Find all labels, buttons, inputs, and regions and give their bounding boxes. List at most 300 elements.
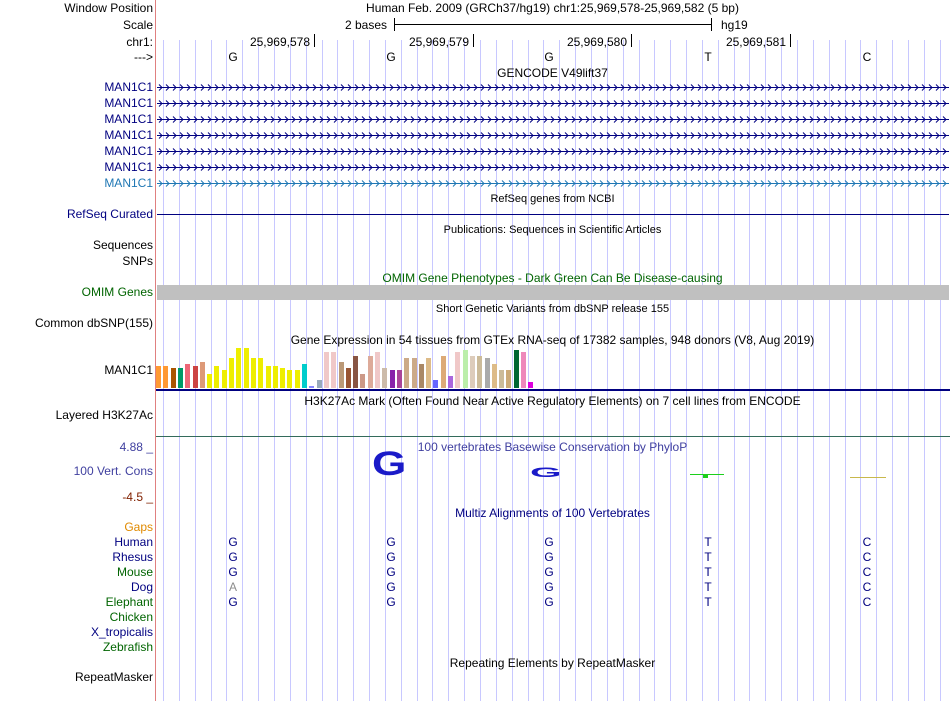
omim-gene-bar[interactable]	[157, 285, 949, 300]
strand-arrow	[355, 117, 358, 123]
strand-arrow	[565, 181, 568, 187]
strand-arrow	[201, 101, 204, 107]
strand-arrow	[173, 117, 176, 123]
strand-arrow	[201, 149, 204, 155]
strand-arrow	[691, 181, 694, 187]
strand-arrow	[460, 85, 463, 91]
strand-arrow	[565, 101, 568, 107]
strand-arrow	[670, 101, 673, 107]
strand-arrow	[537, 101, 540, 107]
gencode-transcript-label[interactable]: MAN1C1	[104, 128, 153, 142]
alignment-base: T	[704, 580, 712, 594]
species-label[interactable]: Zebrafish	[102, 640, 153, 654]
gtex-tissue-bar[interactable]	[419, 364, 424, 388]
strand-arrow	[705, 101, 708, 107]
strand-arrow	[817, 85, 820, 91]
strand-arrow	[376, 85, 379, 91]
strand-arrow	[845, 133, 848, 139]
strand-arrow	[719, 85, 722, 91]
strand-arrow	[418, 181, 421, 187]
gtex-tissue-bar[interactable]	[368, 356, 373, 388]
gtex-tissue-bar[interactable]	[390, 370, 395, 388]
conservation-track-label[interactable]: 100 Vert. Cons	[73, 464, 153, 478]
strand-arrow	[810, 165, 813, 171]
gtex-tissue-bar[interactable]	[485, 358, 490, 388]
strand-arrow	[572, 133, 575, 139]
gaps-track-label[interactable]: Gaps	[124, 520, 153, 534]
strand-arrow	[523, 165, 526, 171]
gtex-tissue-bar[interactable]	[185, 364, 190, 388]
gtex-tissue-bar[interactable]	[375, 352, 380, 388]
strand-arrow	[649, 117, 652, 123]
strand-arrow	[628, 117, 631, 123]
strand-arrow	[208, 117, 211, 123]
snps-track-label[interactable]: SNPs	[122, 254, 153, 268]
strand-arrow	[327, 181, 330, 187]
strand-arrow	[579, 165, 582, 171]
strand-arrow	[243, 85, 246, 91]
strand-arrow	[509, 149, 512, 155]
strand-arrow	[852, 149, 855, 155]
strand-arrow	[551, 117, 554, 123]
strand-arrow	[929, 149, 932, 155]
strand-arrow	[397, 149, 400, 155]
strand-arrow	[292, 117, 295, 123]
strand-arrows	[157, 100, 949, 107]
gtex-tissue-bar[interactable]	[229, 358, 234, 388]
strand-arrow	[299, 133, 302, 139]
gtex-tissue-bar[interactable]	[309, 386, 314, 388]
strand-arrow	[901, 101, 904, 107]
scale-bar	[394, 18, 712, 30]
strand-arrow	[341, 117, 344, 123]
gtex-tissue-bar[interactable]	[463, 350, 468, 388]
gtex-tissue-bar[interactable]	[441, 356, 446, 388]
strand-arrow	[838, 85, 841, 91]
strand-arrow	[754, 181, 757, 187]
strand-arrow	[383, 165, 386, 171]
strand-arrow	[873, 85, 876, 91]
sequences-track-label[interactable]: Sequences	[92, 238, 153, 252]
strand-arrow	[278, 85, 281, 91]
species-label[interactable]: Dog	[130, 580, 153, 594]
strand-arrow	[159, 85, 162, 91]
strand-arrow	[859, 149, 862, 155]
strand-arrow	[453, 101, 456, 107]
gtex-tissue-bar[interactable]	[280, 368, 285, 388]
strand-arrow	[691, 133, 694, 139]
strand-arrow	[614, 181, 617, 187]
strand-arrow	[698, 181, 701, 187]
strand-arrow	[285, 101, 288, 107]
strand-arrow	[439, 133, 442, 139]
strand-arrow	[586, 181, 589, 187]
strand-arrow	[369, 85, 372, 91]
strand-arrow	[208, 181, 211, 187]
strand-arrow	[614, 85, 617, 91]
gtex-tissue-bar[interactable]	[251, 358, 256, 388]
strand-arrow	[229, 149, 232, 155]
gtex-tissue-bar[interactable]	[477, 356, 482, 388]
gtex-tissue-bar[interactable]	[324, 352, 329, 388]
strand-arrows	[157, 164, 949, 171]
strand-arrow	[271, 117, 274, 123]
strand-arrow	[306, 133, 309, 139]
strand-arrow	[880, 133, 883, 139]
strand-arrow	[383, 133, 386, 139]
strand-arrow	[789, 181, 792, 187]
strand-arrow	[880, 181, 883, 187]
strand-arrow	[369, 149, 372, 155]
refseq-track-label[interactable]: RefSeq Curated	[66, 207, 153, 221]
strand-arrow	[222, 133, 225, 139]
strand-arrow	[292, 149, 295, 155]
strand-arrow	[845, 181, 848, 187]
gtex-tissue-bar[interactable]	[193, 366, 198, 388]
strand-arrow	[278, 101, 281, 107]
gencode-transcript-label[interactable]: MAN1C1	[104, 96, 153, 110]
strand-arrow	[929, 85, 932, 91]
strand-arrow	[306, 117, 309, 123]
coordinate-tick	[631, 34, 632, 47]
gtex-tissue-bar[interactable]	[236, 348, 241, 388]
strand-arrow	[754, 133, 757, 139]
gtex-tissue-bar[interactable]	[178, 368, 183, 388]
strand-arrow	[495, 117, 498, 123]
species-label[interactable]: Mouse	[116, 565, 153, 579]
strand-arrow	[887, 101, 890, 107]
strand-arrow	[761, 133, 764, 139]
gtex-tissue-bar[interactable]	[200, 362, 205, 388]
strand-arrow	[453, 149, 456, 155]
strand-arrow	[327, 85, 330, 91]
refseq-gene-line[interactable]	[157, 214, 949, 215]
strand-arrow	[187, 117, 190, 123]
gtex-tissue-bar[interactable]	[339, 362, 344, 388]
strand-arrow	[376, 181, 379, 187]
strand-arrow	[586, 101, 589, 107]
strand-arrow	[488, 165, 491, 171]
dbsnp-track-label[interactable]: Common dbSNP(155)	[34, 316, 153, 330]
strand-arrow	[362, 85, 365, 91]
strand-arrow	[222, 165, 225, 171]
strand-arrow	[264, 117, 267, 123]
strand-arrow	[684, 85, 687, 91]
strand-arrow	[831, 133, 834, 139]
strand-arrow	[306, 181, 309, 187]
strand-arrow	[593, 117, 596, 123]
h3k27ac-track-label[interactable]: Layered H3K27Ac	[55, 408, 153, 422]
strand-arrow	[880, 85, 883, 91]
strand-arrow	[922, 117, 925, 123]
strand-arrow	[159, 165, 162, 171]
strand-arrow	[348, 117, 351, 123]
strand-arrow	[817, 101, 820, 107]
strand-arrow	[915, 165, 918, 171]
gtex-tissue-bar[interactable]	[207, 374, 212, 388]
gtex-tissue-bar[interactable]	[214, 366, 219, 388]
gencode-transcript-label[interactable]: MAN1C1	[104, 176, 153, 190]
gtex-tissue-bar[interactable]	[163, 366, 168, 388]
gtex-tissue-bar[interactable]	[470, 356, 475, 388]
strand-arrow	[663, 101, 666, 107]
alignment-base: G	[386, 550, 396, 564]
gtex-tissue-bar[interactable]	[404, 358, 409, 388]
strand-arrow	[173, 181, 176, 187]
strand-arrow	[502, 165, 505, 171]
strand-arrow	[740, 101, 743, 107]
strand-arrow	[915, 149, 918, 155]
conservation-min-label: -4.5 _	[122, 490, 153, 504]
gtex-tissue-bar[interactable]	[397, 370, 402, 388]
strand-arrow	[572, 165, 575, 171]
strand-arrow	[334, 101, 337, 107]
strand-label: --->	[134, 50, 153, 64]
strand-arrow	[670, 85, 673, 91]
strand-arrow	[726, 117, 729, 123]
gtex-tissue-bar[interactable]	[528, 382, 533, 388]
gtex-tissue-bar[interactable]	[171, 368, 176, 388]
gtex-tissue-bar[interactable]	[506, 370, 511, 388]
strand-arrow	[775, 149, 778, 155]
species-label[interactable]: X_tropicalis	[90, 625, 153, 639]
gencode-transcript[interactable]	[157, 119, 949, 120]
strand-arrow	[803, 101, 806, 107]
gtex-tissue-bar[interactable]	[514, 350, 519, 388]
strand-arrow	[943, 165, 946, 171]
strand-arrow	[425, 133, 428, 139]
strand-arrow	[292, 85, 295, 91]
strand-arrow	[803, 85, 806, 91]
strand-arrow	[852, 165, 855, 171]
strand-arrow	[537, 181, 540, 187]
omim-track-label[interactable]: OMIM Genes	[81, 285, 153, 299]
gtex-tissue-bar[interactable]	[492, 364, 497, 388]
strand-arrow	[271, 85, 274, 91]
strand-arrow	[614, 133, 617, 139]
strand-arrow	[299, 101, 302, 107]
strand-arrow	[740, 85, 743, 91]
strand-arrow	[831, 149, 834, 155]
strand-arrow	[705, 181, 708, 187]
strand-arrow	[901, 181, 904, 187]
gencode-transcript[interactable]	[157, 103, 949, 104]
strand-arrow	[236, 165, 239, 171]
strand-arrow	[481, 181, 484, 187]
strand-arrow	[656, 165, 659, 171]
species-label[interactable]: Chicken	[109, 610, 153, 624]
strand-arrow	[229, 181, 232, 187]
strand-arrow	[502, 181, 505, 187]
strand-arrow	[943, 133, 946, 139]
gtex-tissue-bar[interactable]	[266, 366, 271, 388]
strand-arrow	[740, 181, 743, 187]
strand-arrow	[397, 133, 400, 139]
gtex-tissue-bar[interactable]	[455, 352, 460, 388]
gtex-tissue-bar[interactable]	[433, 380, 438, 388]
strand-arrow	[446, 85, 449, 91]
strand-arrow	[894, 85, 897, 91]
strand-arrow	[740, 133, 743, 139]
strand-arrow	[208, 133, 211, 139]
strand-arrow	[775, 101, 778, 107]
gencode-transcript[interactable]	[157, 167, 949, 168]
strand-arrow	[922, 149, 925, 155]
species-label[interactable]: Human	[114, 535, 153, 549]
gtex-tissue-bar[interactable]	[156, 366, 161, 388]
gencode-transcript-label[interactable]: MAN1C1	[104, 144, 153, 158]
strand-arrow	[278, 133, 281, 139]
strand-arrow	[341, 181, 344, 187]
strand-arrow	[523, 181, 526, 187]
species-label[interactable]: Elephant	[105, 595, 153, 609]
strand-arrow	[474, 149, 477, 155]
gencode-transcript-label[interactable]: MAN1C1	[104, 112, 153, 126]
strand-arrow	[656, 85, 659, 91]
strand-arrow	[901, 117, 904, 123]
gtex-expression-chart[interactable]	[156, 347, 950, 388]
gtex-tissue-bar[interactable]	[346, 368, 351, 388]
reference-base: G	[544, 50, 554, 64]
gtex-tissue-bar[interactable]	[302, 364, 307, 388]
strand-arrow	[509, 117, 512, 123]
dbsnp-track-title: Short Genetic Variants from dbSNP release 155	[435, 303, 670, 315]
strand-arrow	[432, 181, 435, 187]
strand-arrow	[215, 149, 218, 155]
gtex-tissue-bar[interactable]	[331, 352, 336, 388]
strand-arrow	[810, 101, 813, 107]
strand-arrow	[607, 101, 610, 107]
strand-arrow	[348, 165, 351, 171]
strand-arrow	[250, 101, 253, 107]
strand-arrow	[348, 85, 351, 91]
strand-arrow	[586, 165, 589, 171]
gencode-transcript[interactable]	[157, 87, 949, 88]
strand-arrow	[229, 85, 232, 91]
gtex-tissue-bar[interactable]	[258, 358, 263, 388]
strand-arrow	[670, 133, 673, 139]
strand-arrow	[509, 101, 512, 107]
strand-arrow	[852, 85, 855, 91]
strand-arrow	[516, 181, 519, 187]
strand-arrow	[194, 117, 197, 123]
strand-arrow	[194, 181, 197, 187]
strand-arrow	[418, 117, 421, 123]
strand-arrow	[656, 117, 659, 123]
gtex-tissue-bar[interactable]	[448, 376, 453, 388]
strand-arrow	[404, 165, 407, 171]
strand-arrow	[390, 85, 393, 91]
strand-arrow	[411, 133, 414, 139]
gencode-transcript[interactable]	[157, 135, 949, 136]
species-label[interactable]: Rhesus	[112, 550, 153, 564]
strand-arrow	[929, 181, 932, 187]
strand-arrow	[943, 117, 946, 123]
gtex-tissue-bar[interactable]	[353, 356, 358, 388]
gtex-tissue-bar[interactable]	[360, 374, 365, 388]
strand-arrow	[824, 117, 827, 123]
strand-arrow	[355, 149, 358, 155]
strand-arrow	[817, 165, 820, 171]
gtex-tissue-bar[interactable]	[273, 366, 278, 388]
strand-arrow	[719, 165, 722, 171]
strand-arrow	[530, 149, 533, 155]
gencode-transcript[interactable]	[157, 151, 949, 152]
strand-arrow	[362, 101, 365, 107]
gtex-track-label[interactable]: MAN1C1	[104, 363, 153, 377]
gtex-tissue-bar[interactable]	[382, 368, 387, 388]
strand-arrow	[607, 149, 610, 155]
gtex-tissue-bar[interactable]	[244, 348, 249, 388]
gtex-tissue-bar[interactable]	[412, 358, 417, 388]
strand-arrow	[838, 165, 841, 171]
gencode-transcript-label[interactable]: MAN1C1	[104, 80, 153, 94]
gtex-tissue-bar[interactable]	[521, 352, 526, 388]
strand-arrow	[593, 85, 596, 91]
strand-arrow	[733, 117, 736, 123]
strand-arrow	[796, 101, 799, 107]
repeatmasker-track-label[interactable]: RepeatMasker	[74, 670, 153, 684]
strand-arrow	[733, 149, 736, 155]
strand-arrow	[544, 165, 547, 171]
strand-arrow	[915, 101, 918, 107]
strand-arrow	[355, 85, 358, 91]
strand-arrow	[698, 101, 701, 107]
alignment-base: G	[386, 535, 396, 549]
strand-arrow	[425, 181, 428, 187]
strand-arrow	[775, 181, 778, 187]
strand-arrow	[866, 165, 869, 171]
gtex-tissue-bar[interactable]	[499, 370, 504, 388]
strand-arrow	[831, 101, 834, 107]
strand-arrow	[817, 133, 820, 139]
strand-arrow	[544, 149, 547, 155]
conservation-logo-t-mark	[703, 474, 708, 478]
reference-base: C	[862, 50, 872, 64]
strand-arrow	[635, 133, 638, 139]
strand-arrow	[901, 149, 904, 155]
reference-base: G	[386, 50, 396, 64]
gtex-tissue-bar[interactable]	[295, 370, 300, 388]
gtex-tissue-bar[interactable]	[317, 380, 322, 388]
strand-arrow	[908, 165, 911, 171]
gtex-tissue-bar[interactable]	[222, 370, 227, 388]
strand-arrow	[544, 85, 547, 91]
strand-arrow	[229, 117, 232, 123]
strand-arrow	[327, 165, 330, 171]
strand-arrow	[369, 133, 372, 139]
strand-arrow	[362, 117, 365, 123]
gtex-tissue-bar[interactable]	[426, 358, 431, 388]
strand-arrow	[642, 101, 645, 107]
coordinate-label: 25,969,581	[725, 35, 786, 49]
strand-arrow	[852, 117, 855, 123]
strand-arrow	[803, 149, 806, 155]
assembly-label: hg19	[721, 18, 748, 32]
gencode-transcript[interactable]	[157, 183, 949, 184]
gencode-transcript-label[interactable]: MAN1C1	[104, 160, 153, 174]
gtex-tissue-bar[interactable]	[287, 370, 292, 388]
strand-arrow	[411, 149, 414, 155]
strand-arrow	[425, 85, 428, 91]
strand-arrow	[551, 181, 554, 187]
strand-arrow	[432, 101, 435, 107]
strand-arrow	[572, 149, 575, 155]
strand-arrow	[425, 165, 428, 171]
strand-arrow	[264, 101, 267, 107]
strand-arrow	[243, 149, 246, 155]
strand-arrow	[810, 133, 813, 139]
